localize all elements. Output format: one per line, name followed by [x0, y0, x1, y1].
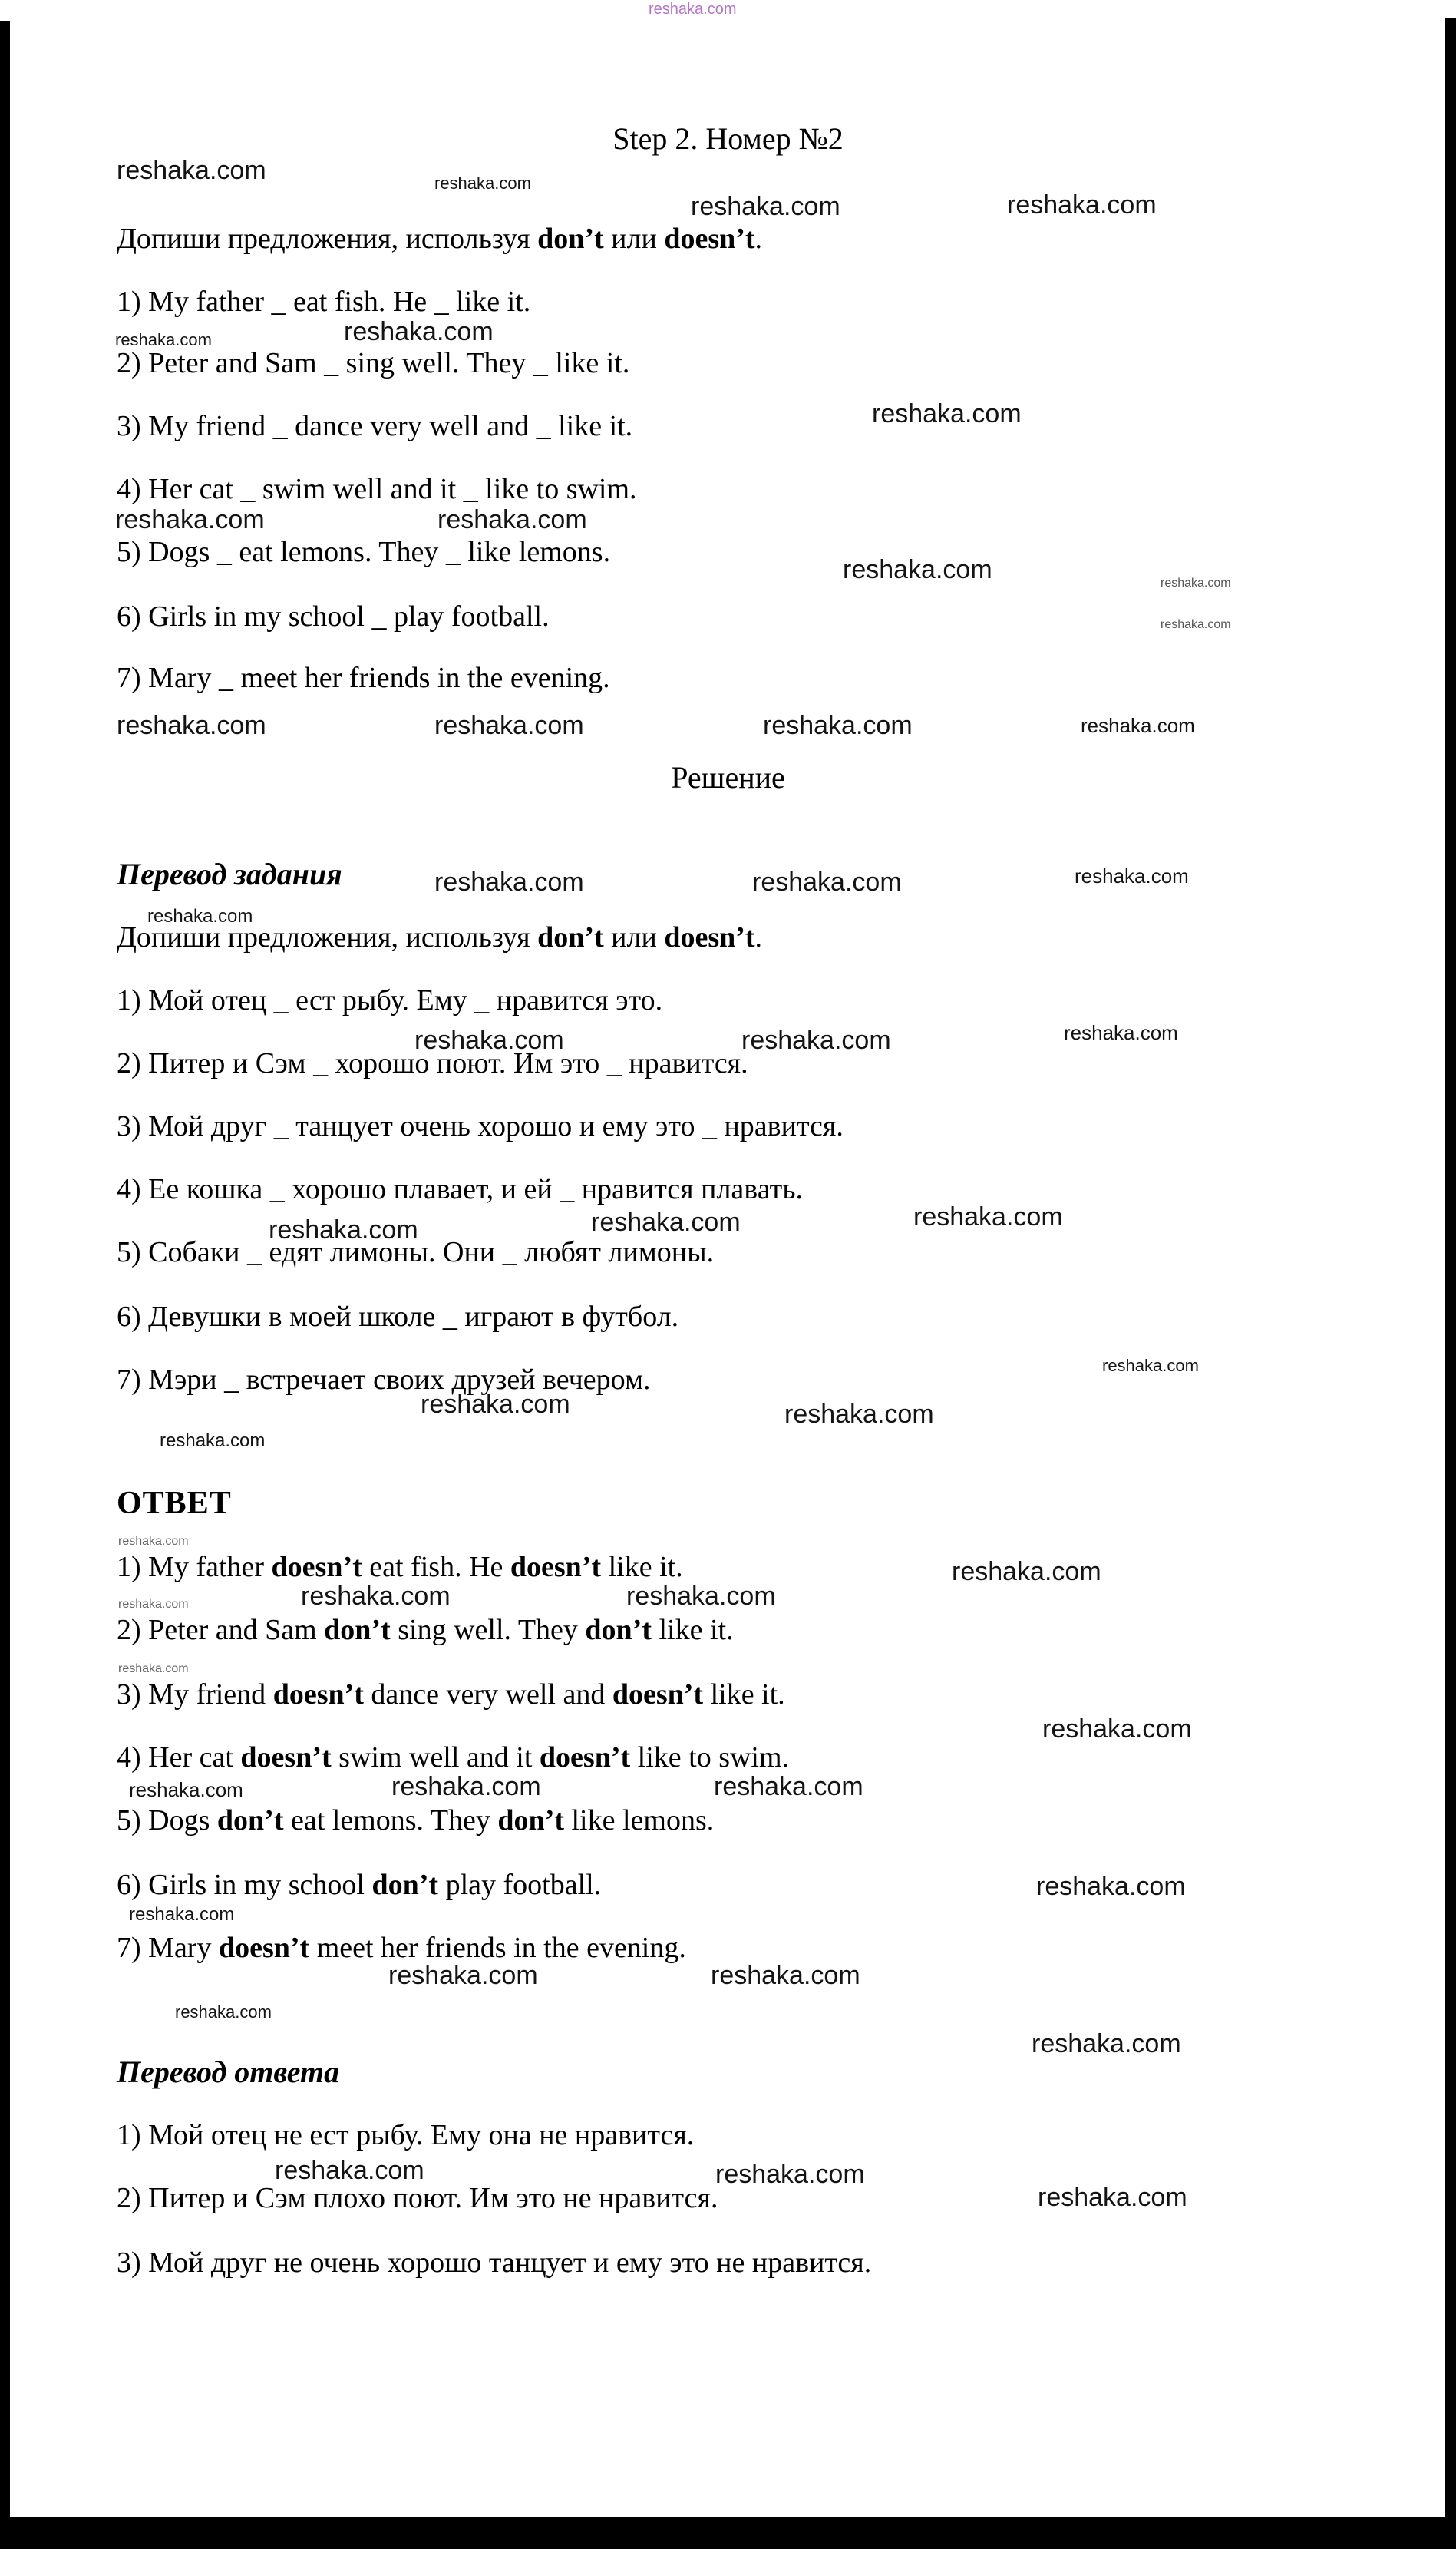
- watermark: reshaka.com: [1042, 1714, 1192, 1744]
- watermark: reshaka.com: [129, 1778, 243, 1801]
- answer-line-5: 5) Dogs don’t eat lemons. They don’t like lemons.: [117, 1804, 715, 1837]
- watermark: reshaka.com: [115, 505, 265, 534]
- watermark: reshaka.com: [437, 505, 587, 534]
- watermark: reshaka.com: [1161, 618, 1231, 631]
- task-line-2: 2) Peter and Sam _ sing well. They _ like it.: [117, 347, 630, 379]
- watermark: reshaka.com: [269, 1215, 418, 1245]
- watermark: reshaka.com: [1102, 1356, 1199, 1375]
- task-translation-line-4: 4) Ее кошка _ хорошо плавает, и ей _ нравится плавать.: [117, 1173, 804, 1205]
- watermark: reshaka.com: [741, 1026, 891, 1055]
- answer-line-7: 7) Mary doesn’t meet her friends in the evening.: [117, 1932, 686, 1964]
- task-translation-heading: Перевод задания: [117, 857, 342, 891]
- task-translation-line-6: 6) Девушки в моей школе _ играют в футбол.: [117, 1301, 679, 1333]
- answer-translation-line-2: 2) Питер и Сэм плохо поют. Им это не нравится.: [117, 2182, 718, 2214]
- task-intro: Допиши предложения, используя don’t или doesn’t.: [117, 223, 763, 255]
- watermark: reshaka.com: [147, 906, 253, 927]
- watermark: reshaka.com: [591, 1208, 741, 1237]
- watermark: reshaka.com: [301, 1582, 451, 1611]
- watermark: reshaka.com: [1038, 2183, 1187, 2212]
- watermark: reshaka.com: [115, 330, 212, 349]
- watermark: reshaka.com: [1064, 1021, 1178, 1044]
- watermark: reshaka.com: [1007, 190, 1157, 220]
- task-line-7: 7) Mary _ meet her friends in the evening.: [117, 662, 610, 694]
- watermark: reshaka.com: [711, 1961, 860, 1990]
- scan-border-left: [0, 21, 10, 2549]
- task-translation-line-2: 2) Питер и Сэм _ хорошо поют. Им это _ нравится.: [117, 1047, 748, 1079]
- watermark: reshaka.com: [872, 399, 1022, 428]
- scan-border-bottom: [0, 2517, 1456, 2549]
- watermark: reshaka.com: [129, 1904, 235, 1925]
- solution-heading: Решение: [671, 760, 785, 795]
- answer-heading: ОТВЕТ: [117, 1486, 232, 1521]
- watermark: reshaka.com: [714, 1772, 863, 1801]
- watermark: reshaka.com: [752, 868, 902, 897]
- watermark: reshaka.com: [763, 711, 913, 740]
- watermark: reshaka.com: [117, 156, 266, 185]
- task-line-3: 3) My friend _ dance very well and _ like it.: [117, 410, 633, 442]
- page-title: Step 2. Номер №2: [612, 121, 844, 156]
- task-line-6: 6) Girls in my school _ play football.: [117, 600, 550, 633]
- watermark: reshaka.com: [118, 1662, 189, 1675]
- watermark: reshaka.com: [649, 1, 737, 18]
- task-translation-line-5: 5) Собаки _ едят лимоны. Они _ любят лимоны.: [117, 1236, 715, 1268]
- answer-line-2: 2) Peter and Sam don’t sing well. They don’t like it.: [117, 1614, 734, 1646]
- task-translation-line-1: 1) Мой отец _ ест рыбу. Ему _ нравится это.: [117, 984, 663, 1017]
- watermark: reshaka.com: [391, 1772, 541, 1801]
- watermark: reshaka.com: [952, 1557, 1101, 1586]
- answer-translation-line-1: 1) Мой отец не ест рыбу. Ему она не нравится.: [117, 2119, 695, 2151]
- watermark: reshaka.com: [1075, 865, 1189, 888]
- watermark: reshaka.com: [275, 2156, 424, 2185]
- watermark: reshaka.com: [175, 2002, 272, 2022]
- watermark: reshaka.com: [118, 1598, 189, 1611]
- watermark: reshaka.com: [913, 1202, 1063, 1232]
- watermark: reshaka.com: [1161, 577, 1231, 590]
- watermark: reshaka.com: [434, 174, 531, 193]
- scan-border-right: [1445, 18, 1456, 2549]
- task-translation-line-7: 7) Мэри _ встречает своих друзей вечером.: [117, 1364, 651, 1396]
- watermark: reshaka.com: [784, 1400, 934, 1429]
- task-line-5: 5) Dogs _ eat lemons. They _ like lemons.: [117, 536, 611, 568]
- watermark: reshaka.com: [691, 192, 840, 221]
- watermark: reshaka.com: [421, 1390, 570, 1419]
- answer-line-3: 3) My friend doesn’t dance very well and doesn’t like it.: [117, 1678, 785, 1711]
- answer-translation-line-3: 3) Мой друг не очень хорошо танцует и ему это не нравится.: [117, 2246, 872, 2279]
- watermark: reshaka.com: [715, 2160, 865, 2189]
- watermark: reshaka.com: [344, 317, 494, 346]
- watermark: reshaka.com: [414, 1026, 564, 1055]
- watermark: reshaka.com: [626, 1582, 776, 1611]
- task-translation-intro: Допиши предложения, используя don’t или doesn’t.: [117, 921, 763, 954]
- answer-line-4: 4) Her cat doesn’t swim well and it doesn’t like to swim.: [117, 1741, 790, 1774]
- watermark: reshaka.com: [388, 1961, 538, 1990]
- answer-line-1: 1) My father doesn’t eat fish. He doesn’t like it.: [117, 1551, 683, 1583]
- task-line-1: 1) My father _ eat fish. He _ like it.: [117, 286, 531, 318]
- answer-translation-heading: Перевод ответа: [117, 2055, 340, 2089]
- watermark: reshaka.com: [118, 1535, 189, 1548]
- watermark: reshaka.com: [434, 868, 584, 897]
- task-translation-line-3: 3) Мой друг _ танцует очень хорошо и ему это _ нравится.: [117, 1110, 844, 1142]
- answer-line-6: 6) Girls in my school don’t play football.: [117, 1869, 602, 1901]
- watermark: reshaka.com: [843, 555, 992, 584]
- watermark: reshaka.com: [117, 711, 266, 740]
- watermark: reshaka.com: [1036, 1872, 1186, 1901]
- task-line-4: 4) Her cat _ swim well and it _ like to swim.: [117, 473, 637, 505]
- watermark: reshaka.com: [1032, 2029, 1181, 2058]
- watermark: reshaka.com: [1081, 714, 1195, 737]
- watermark: reshaka.com: [160, 1430, 266, 1451]
- watermark: reshaka.com: [434, 711, 584, 740]
